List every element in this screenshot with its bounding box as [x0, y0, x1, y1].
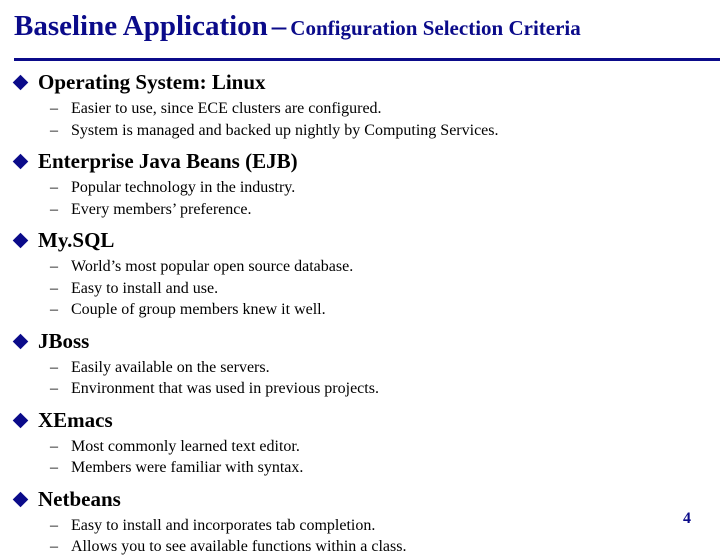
diamond-bullet-icon	[13, 491, 29, 507]
section-ejb	[0, 147, 720, 220]
slide-content	[0, 68, 720, 558]
section-jboss	[0, 327, 720, 400]
diamond-bullet-icon	[13, 75, 29, 91]
list-item-text: Popular technology in the industry.	[71, 179, 296, 196]
sub-list	[0, 357, 720, 400]
section-heading: My.SQL	[38, 228, 115, 252]
sub-dash: –	[50, 380, 58, 397]
list-item	[0, 457, 720, 479]
section-xemacs	[0, 406, 720, 479]
list-item-text: Couple of group members knew it well.	[71, 301, 326, 318]
list-item-text: Easy to install and incorporates tab completion.	[71, 516, 376, 534]
list-item	[0, 378, 720, 400]
diamond-bullet-icon	[13, 333, 29, 349]
section-heading: JBoss	[38, 328, 90, 353]
list-item-text: Most commonly learned text editor.	[71, 437, 300, 455]
section-heading: Enterprise Java Beans (EJB)	[38, 149, 298, 173]
sub-dash: –	[50, 258, 58, 275]
slide-title	[14, 10, 581, 43]
list-item	[0, 98, 720, 120]
list-item-text: World’s most popular open source database.	[71, 258, 354, 275]
page-number: 4	[683, 510, 691, 527]
sub-dash: –	[50, 437, 58, 455]
list-item	[0, 357, 720, 379]
sub-dash: –	[50, 279, 58, 297]
title-dash: –	[271, 10, 287, 42]
list-item	[0, 515, 720, 537]
diamond-bullet-icon	[13, 412, 29, 428]
section-netbeans	[0, 485, 720, 558]
diamond-bullet-icon	[13, 154, 29, 170]
title-sub: Configuration Selection Criteria	[290, 16, 581, 40]
list-item-text: Allows you to see available functions within a class.	[71, 538, 407, 555]
list-item	[0, 256, 720, 278]
list-item	[0, 299, 720, 321]
list-item	[0, 199, 720, 221]
list-item-text: Easily available on the servers.	[71, 358, 270, 376]
sub-list	[0, 177, 720, 220]
sub-dash: –	[50, 121, 58, 139]
list-item-text: Every members’ preference.	[71, 200, 252, 218]
list-item	[0, 120, 720, 142]
section-heading: Operating System: Linux	[38, 70, 266, 94]
sub-dash: –	[50, 538, 58, 555]
sub-list	[0, 515, 720, 558]
section-heading: XEmacs	[38, 407, 113, 432]
list-item	[0, 536, 720, 558]
sub-dash: –	[50, 179, 58, 196]
list-item-text: System is managed and backed up nightly by Computing Services.	[71, 121, 499, 139]
list-item-text: Easier to use, since ECE clusters are configured.	[71, 100, 382, 117]
section-heading: Netbeans	[38, 486, 121, 511]
sub-dash: –	[50, 301, 58, 318]
sub-dash: –	[50, 200, 58, 218]
sub-dash: –	[50, 516, 58, 534]
sub-dash: –	[50, 358, 58, 376]
list-item	[0, 177, 720, 199]
sub-list	[0, 436, 720, 479]
sub-list	[0, 256, 720, 321]
title-underline	[14, 58, 720, 61]
sub-dash: –	[50, 100, 58, 117]
list-item	[0, 436, 720, 458]
list-item-text: Environment that was used in previous projects.	[71, 380, 379, 397]
list-item-text: Members were familiar with syntax.	[71, 459, 304, 476]
diamond-bullet-icon	[13, 233, 29, 249]
list-item	[0, 278, 720, 300]
list-item-text: Easy to install and use.	[71, 279, 219, 297]
sub-list	[0, 98, 720, 141]
section-operating-system	[0, 68, 720, 141]
section-mysql	[0, 226, 720, 321]
sub-dash: –	[50, 459, 58, 476]
title-main: Baseline Application	[14, 10, 268, 42]
